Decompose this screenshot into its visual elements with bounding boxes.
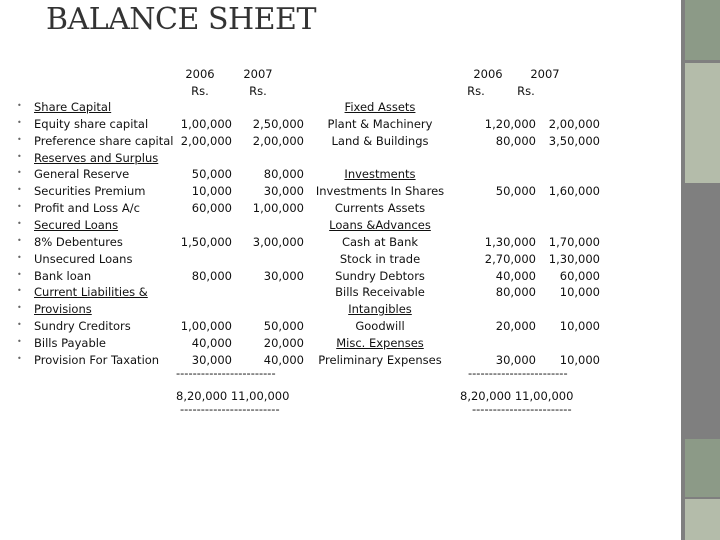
liability-value-2006: 80,000 [191, 268, 232, 283]
asset-value-2007: 2,00,000 [548, 116, 600, 131]
bullet-icon: • [17, 269, 22, 279]
decorative-tile [685, 499, 720, 540]
liability-label: Provision For Taxation [34, 352, 160, 367]
liability-value-2006: 2,00,000 [180, 133, 232, 148]
liability-value-2006: 40,000 [191, 335, 232, 350]
liability-value-2007: 30,000 [263, 268, 304, 283]
asset-value-2006: 80,000 [495, 285, 536, 300]
liab-total: 8,20,000 11,00,000 [176, 389, 290, 403]
liability-label: Unsecured Loans [34, 251, 133, 266]
asset-value-2006: 30,000 [495, 352, 536, 367]
bullet-icon: • [17, 303, 22, 313]
bullet-icon: • [17, 320, 22, 330]
asset-dash-top: ------------------------ [468, 366, 568, 380]
liability-label: Secured Loans [34, 217, 119, 232]
liability-value-2006: 1,00,000 [180, 319, 232, 334]
decorative-tile [685, 439, 720, 497]
asset-value-2006: 80,000 [495, 133, 536, 148]
liability-label: Current Liabilities & [34, 285, 148, 300]
asset-value-2006: 50,000 [495, 184, 536, 199]
asset-label: Cash at Bank [341, 234, 419, 249]
bullet-icon: • [17, 336, 22, 346]
asset-label: Misc. Expenses [336, 335, 424, 350]
liab-unit-2007: Rs. [249, 84, 267, 98]
bullet-icon: • [17, 252, 22, 262]
liability-label: Sundry Creditors [34, 319, 131, 334]
asset-value-2007: 10,000 [559, 319, 600, 334]
liability-value-2007: 80,000 [263, 167, 304, 182]
asset-year-2007: 2007 [530, 67, 560, 81]
liability-value-2007: 2,50,000 [252, 116, 304, 131]
liability-value-2006: 60,000 [191, 201, 232, 216]
asset-year-2006: 2006 [473, 67, 503, 81]
bullet-icon: • [17, 134, 22, 144]
asset-label: Bills Receivable [335, 285, 425, 300]
liability-label: Profit and Loss A/c [34, 201, 140, 216]
bullet-icon: • [17, 168, 22, 178]
asset-value-2006: 1,20,000 [484, 116, 536, 131]
asset-label: Investments [344, 167, 416, 182]
asset-label: Investments In Shares [315, 184, 445, 199]
liability-value-2007: 50,000 [263, 319, 304, 334]
asset-label: Goodwill [355, 319, 405, 334]
liability-label: 8% Debentures [34, 234, 123, 249]
asset-label: Currents Assets [334, 201, 426, 216]
liab-year-2006: 2006 [185, 67, 215, 81]
asset-value-2006: 40,000 [495, 268, 536, 283]
asset-value-2007: 1,30,000 [548, 251, 600, 266]
liability-label: Preference share capital [34, 133, 174, 148]
liability-value-2007: 40,000 [263, 352, 304, 367]
bullet-icon: • [17, 101, 22, 110]
liability-label: Share Capital [34, 100, 112, 114]
liability-value-2007: 20,000 [263, 335, 304, 350]
decorative-tile [685, 0, 720, 60]
liab-year-2007: 2007 [243, 67, 273, 81]
liability-value-2007: 3,00,000 [252, 234, 304, 249]
asset-label: Stock in trade [339, 251, 421, 266]
asset-label: Sundry Debtors [335, 268, 425, 283]
slide-title: BALANCE SHEET [46, 2, 316, 37]
asset-value-2007: 10,000 [559, 285, 600, 300]
liability-value-2006: 30,000 [191, 352, 232, 367]
asset-value-2007: 60,000 [559, 268, 600, 283]
asset-value-2007: 1,60,000 [548, 184, 600, 199]
liability-value-2006: 1,50,000 [180, 234, 232, 249]
decorative-tile [685, 63, 720, 183]
bullet-icon: • [17, 151, 22, 161]
liability-label: Provisions [34, 302, 92, 317]
liability-value-2007: 1,00,000 [252, 201, 304, 216]
bullet-icon: • [17, 353, 22, 363]
liability-value-2006: 50,000 [191, 167, 232, 182]
asset-label: Loans &Advances [329, 217, 431, 232]
liability-value-2006: 10,000 [191, 184, 232, 199]
liability-label: Reserves and Surplus [34, 150, 159, 165]
asset-unit-2006: Rs. [467, 84, 485, 98]
liability-label: Bank loan [34, 268, 92, 283]
liability-value-2007: 2,00,000 [252, 133, 304, 148]
bullet-icon: • [17, 235, 22, 245]
liability-label: Bills Payable [34, 335, 107, 350]
liab-dash-top: ------------------------ [176, 366, 276, 380]
bullet-icon: • [17, 185, 22, 195]
liability-label: General Reserve [34, 167, 130, 182]
asset-label: Intangibles [348, 302, 412, 317]
asset-value-2007: 1,70,000 [548, 234, 600, 249]
asset-total: 8,20,000 11,00,000 [460, 389, 574, 403]
bullet-icon: • [17, 286, 22, 296]
asset-value-2007: 3,50,000 [548, 133, 600, 148]
asset-label: Preliminary Expenses [318, 352, 442, 367]
liability-label: Securities Premium [34, 184, 146, 199]
asset-value-2007: 10,000 [559, 352, 600, 367]
asset-value-2006: 2,70,000 [484, 251, 536, 266]
asset-dash-bottom: ------------------------ [472, 402, 572, 416]
bullet-icon: • [17, 202, 22, 212]
bullet-icon: • [17, 218, 22, 228]
liab-dash-bottom: ------------------------ [180, 402, 280, 416]
liability-label: Equity share capital [34, 116, 149, 131]
liability-value-2006: 1,00,000 [180, 116, 232, 131]
liab-unit-2006: Rs. [191, 84, 209, 98]
asset-label: Land & Buildings [331, 133, 429, 148]
asset-label: Fixed Assets [344, 100, 416, 114]
asset-value-2006: 1,30,000 [484, 234, 536, 249]
bullet-icon: • [17, 117, 22, 127]
liability-value-2007: 30,000 [263, 184, 304, 199]
asset-unit-2007: Rs. [517, 84, 535, 98]
asset-label: Plant & Machinery [327, 116, 433, 131]
asset-value-2006: 20,000 [495, 319, 536, 334]
